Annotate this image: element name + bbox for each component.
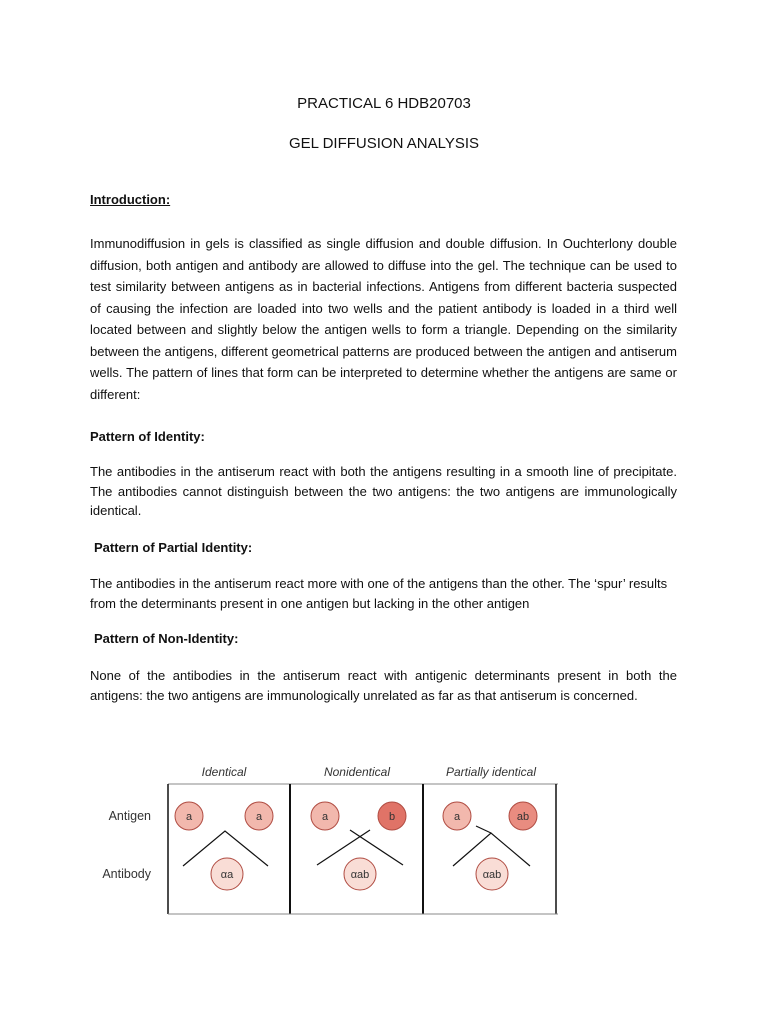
antibody-well-label: αab: [350, 869, 370, 881]
introduction-paragraph: Immunodiffusion in gels is classified as single diffusion and double diffusion. In Ouchterlony double diffusion, both antigen and antibody are allowed to diffuse into the gel. The technique can be used to test similarity between antigens as in bacterial infections. Antigens from different bacteria suspected of causing the infection are loaded into two wells and the patient antibody is loaded in a third well located between and slightly below the antigen wells to form a triangle. Depending on the similarity between the antigens, different geometrical patterns are produced between the antigen and antiserum wells. The pattern of lines that form can be interpreted to determine whether the antigens are same or different:: [90, 236, 677, 402]
precipitin-spur: [476, 826, 491, 833]
antigen-well-label: a: [185, 811, 193, 823]
header-partially-identical: Partially identical: [445, 765, 537, 779]
partial-identity-paragraph: The antibodies in the antiserum react more with one of the antigens than the other. The ‘spur’ results from the determinants present in one antigen but lacking in the other antigen: [90, 576, 668, 611]
header-nonidentical: Nonidentical: [323, 765, 391, 779]
antigen-well-label: b: [388, 811, 396, 823]
antigen-well-label: a: [321, 811, 329, 823]
row-label-antibody: Antibody: [102, 867, 151, 881]
antigen-well-label: a: [255, 811, 263, 823]
antibody-well-label: αab: [482, 869, 502, 881]
identity-heading: Pattern of Identity:: [90, 429, 205, 444]
row-label-antigen: Antigen: [108, 809, 151, 823]
partial-identity-heading: Pattern of Partial Identity:: [94, 540, 253, 555]
non-identity-heading: Pattern of Non-Identity:: [94, 631, 239, 646]
header-identical: Identical: [201, 765, 247, 779]
identity-paragraph: The antibodies in the antiserum react with both the antigens resulting in a smooth line of precipitate. The antibodies cannot distinguish between the two antigens: the two antigens are immunologically identical.: [90, 464, 677, 518]
document-title: PRACTICAL 6 HDB20703: [297, 95, 471, 112]
document-subtitle: GEL DIFFUSION ANALYSIS: [288, 135, 480, 152]
introduction-heading: Introduction:: [90, 192, 171, 207]
ouchterlony-figure: [98, 758, 560, 918]
antigen-well-label: a: [453, 811, 461, 823]
non-identity-paragraph: None of the antibodies in the antiserum react with antigenic determinants present in both the antigens: the two antigens are immunologically unrelated as far as that antiserum is concerned.: [90, 668, 677, 703]
antigen-well-label: ab: [516, 811, 530, 823]
antibody-well-label: αa: [220, 869, 234, 881]
